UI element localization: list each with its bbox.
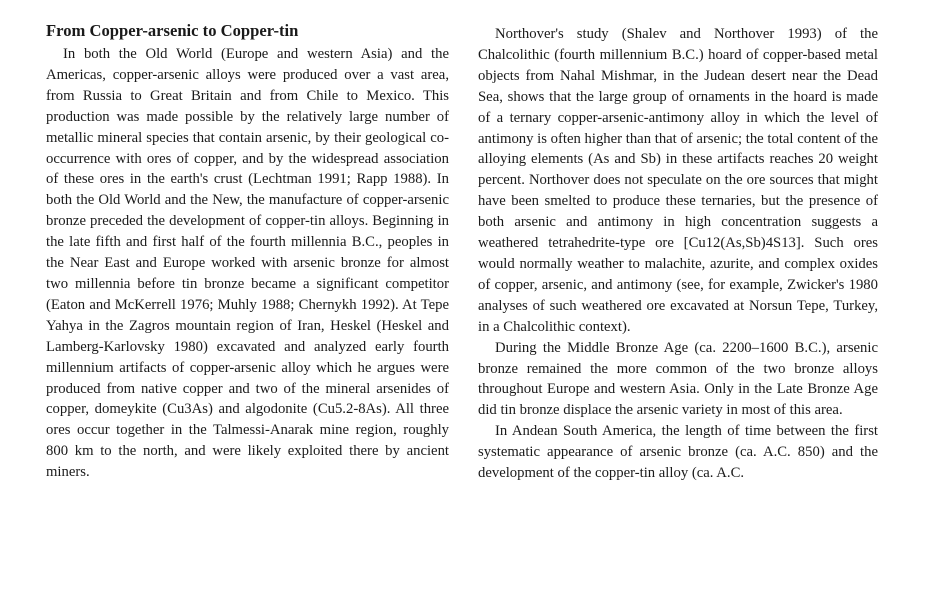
right-column (478, 24, 878, 484)
paragraph: Northover's study (Shalev and Northover 1993) of the Chalcolithic (fourth millennium B.C.) hoard of copper-based metal objects from Nahal Mishmar, in the Judean desert near the Dead Sea, shows that the large group of ornaments in the hoard is made of a ternary copper-arsenic-antimony alloy in which the level of antimony is often higher than that of arsenic; the total content of the alloying elements (As and Sb) in these artifacts reaches 20 weight percent. Northover does not speculate on the ore sources that might have been smelted to produce these ternaries, but the presence of both arsenic and antimony in high concentration suggests a weathered tetrahedrite-type ore [Cu12(As,Sb)4S13]. Such ores would normally weather to malachite, azurite, and complex oxides of copper, arsenic, and antimony (see, for example, Zwicker's 1980 analyses of such weathered ore excavated at Norsun Tepe, Turkey, in a Chalcolithic context). (478, 26, 878, 335)
paragraph: In Andean South America, the length of time between the first systematic appearance of arsenic bronze (ca. A.C. 850) and the development of the copper-tin alloy (ca. A.C. (478, 423, 878, 482)
paragraph: In both the Old World (Europe and western Asia) and the Americas, copper-arsenic alloys were produced over a vast area, from Russia to Great Britain and from Chile to Mexico. This production was made possible by the relatively large number of metallic mineral species that contain arsenic, by their geological co-occurrence with ores of copper, and by the widespread association of these ores in the earth's crust (Lechtman 1991; Rapp 1988). In both the Old World and the New, the manufacture of copper-arsenic bronze preceded the development of copper-tin alloys. Beginning in the late fifth and first half of the fourth millennia B.C., peoples in the Near East and Europe worked with arsenic bronze for almost two millennia before tin bronze became a significant competitor (Eaton and McKerrell 1976; Muhly 1988; Chernykh 1992). At Tepe Yahya in the Zagros mountain region of Iran, Heskel (Heskel and Lamberg-Karlovsky 1980) excavated and analyzed early fourth millennium artifacts of copper-arsenic alloy which he argues were produced from native copper and two of the mineral arsenides of copper, domeykite (Cu3As) and algodonite (Cu5.2-8As). All three ores occur together in the Talmessi-Anarak mine region, roughly 800 km to the north, and were likely exploited there by ancient miners. (46, 46, 449, 481)
paragraph: During the Middle Bronze Age (ca. 2200–1600 B.C.), arsenic bronze remained the more common of the two bronze alloys throughout Europe and western Asia. Only in the Late Bronze Age did tin bronze displace the arsenic variety in most of this area. (478, 339, 878, 419)
section-heading: From Copper-arsenic to Copper-tin (46, 21, 299, 40)
left-column (46, 20, 449, 483)
